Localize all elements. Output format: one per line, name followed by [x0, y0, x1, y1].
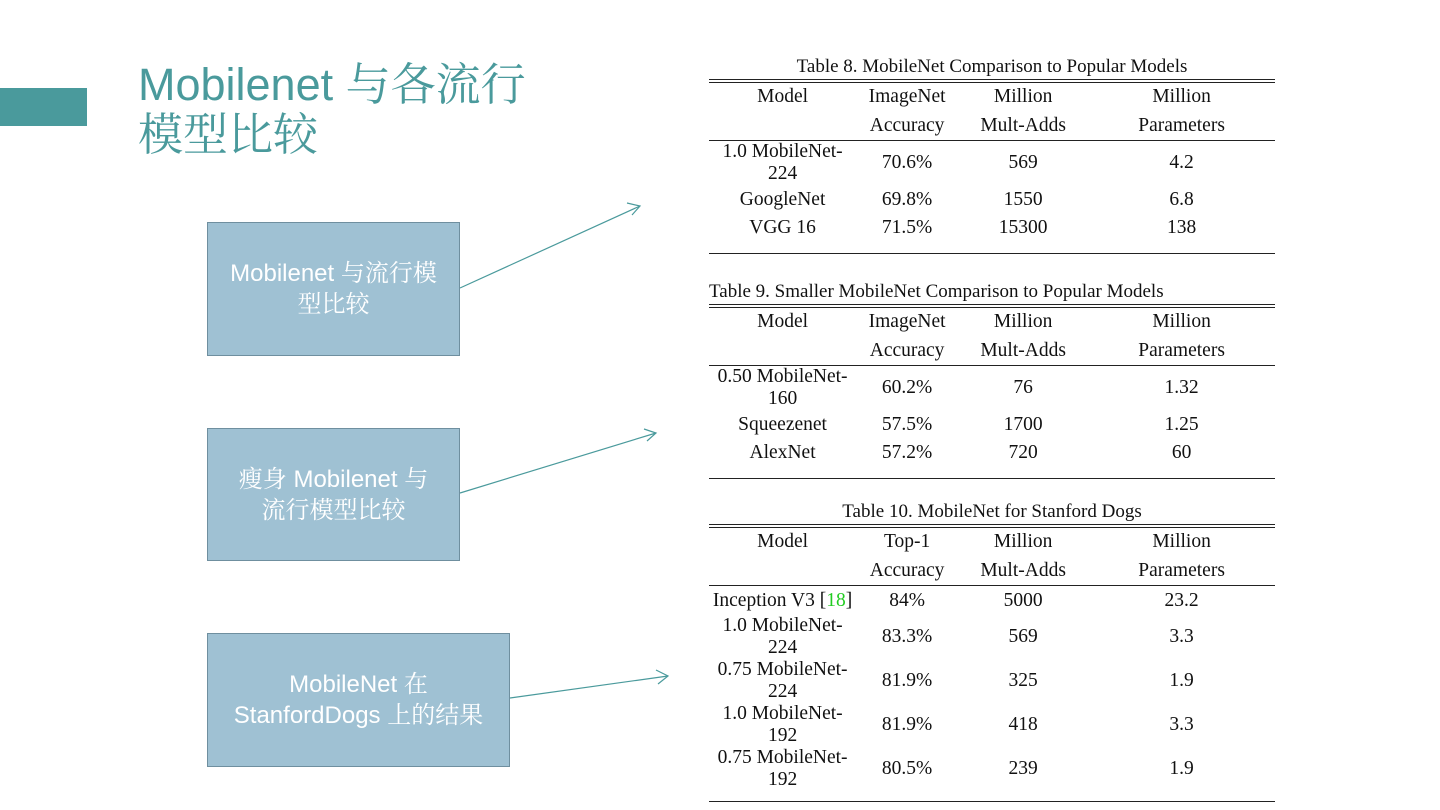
- cell-accuracy: 80.5%: [856, 747, 958, 802]
- table-row: [709, 366, 1275, 411]
- column-subheader-parameters: Parameters: [1088, 112, 1275, 141]
- connector-arrow-3: [510, 670, 668, 698]
- table-caption: Table 9. Smaller MobileNet Comparison to Popular Models: [709, 281, 1164, 302]
- column-header-accuracy: Top-1: [883, 531, 931, 553]
- table-row: [709, 185, 1275, 214]
- column-subheader-parameters: Parameters: [1088, 557, 1275, 586]
- column-header-parameters: Million: [1152, 311, 1211, 333]
- cell-model: Squeezenet: [738, 413, 827, 435]
- column-header-parameters: Million: [1152, 86, 1211, 108]
- table-row: [709, 410, 1275, 439]
- cell-mult-adds: 1550: [1003, 188, 1043, 210]
- cell-model: [709, 586, 856, 615]
- cell-accuracy: 60.2%: [881, 377, 933, 399]
- callout-box-stanford-dogs: [207, 633, 510, 767]
- column-subheader-mult-adds: Mult-Adds: [958, 337, 1088, 366]
- callout-box-popular-models: [207, 222, 460, 356]
- column-subheader-model: [709, 557, 856, 586]
- table-row: [709, 586, 1275, 615]
- column-header-model: Model: [757, 86, 809, 108]
- cell-model: GoogleNet: [739, 188, 826, 210]
- cell-model: 0.50 MobileNet-160: [717, 366, 848, 410]
- column-header-parameters: Million: [1152, 531, 1211, 553]
- table-row: [709, 141, 1275, 186]
- cell-model: 1.0 MobileNet-192: [722, 703, 843, 747]
- column-subheader-accuracy: Accuracy: [856, 337, 958, 366]
- column-header-mult-adds: Million: [993, 311, 1053, 333]
- column-subheader-model: [709, 112, 856, 141]
- cell-model: 0.75 MobileNet-224: [717, 659, 848, 703]
- table-10: [709, 500, 1275, 802]
- cell-mult-adds: 569: [1008, 152, 1038, 174]
- callout-text: Mobilenet 与流行模 型比较: [230, 260, 437, 318]
- cell-parameters: 4.2: [1169, 152, 1194, 174]
- title-accent-bar: [0, 88, 87, 126]
- cell-mult-adds: 418: [1008, 714, 1038, 736]
- column-header-accuracy: ImageNet: [868, 86, 946, 108]
- table-8: [709, 55, 1275, 254]
- column-subheader-mult-adds: Mult-Adds: [958, 557, 1088, 586]
- cell-parameters: 6.8: [1169, 188, 1194, 210]
- column-subheader-accuracy: Accuracy: [856, 112, 958, 141]
- cell-mult-adds: 15300: [958, 214, 1088, 253]
- cell-mult-adds: 1700: [1003, 413, 1043, 435]
- column-subheader-model: [709, 337, 856, 366]
- cell-mult-adds: 720: [958, 439, 1088, 478]
- table-row: [709, 747, 1275, 802]
- cell-parameters: 1.9: [1169, 670, 1194, 692]
- table-row: [709, 214, 1275, 253]
- cell-parameters: 1.32: [1164, 377, 1199, 399]
- cell-model: AlexNet: [709, 439, 856, 478]
- column-subheader-mult-adds: Mult-Adds: [958, 112, 1088, 141]
- cell-accuracy: 83.3%: [881, 626, 933, 648]
- cell-parameters: 1.9: [1088, 747, 1275, 802]
- table-row: [709, 659, 1275, 703]
- results-table: [709, 83, 1275, 254]
- citation-bracket: ]: [845, 589, 853, 611]
- citation-link[interactable]: 18: [826, 589, 846, 611]
- cell-parameters: 60: [1088, 439, 1275, 478]
- cell-mult-adds: 5000: [1003, 589, 1043, 611]
- cell-accuracy: 81.9%: [881, 670, 933, 692]
- column-header-model: Model: [757, 311, 809, 333]
- cell-accuracy: 71.5%: [856, 214, 958, 253]
- column-header-accuracy: ImageNet: [868, 311, 946, 333]
- cell-accuracy: 84%: [889, 589, 925, 611]
- cell-mult-adds: 569: [1008, 626, 1038, 648]
- cell-mult-adds: 76: [1013, 377, 1033, 399]
- cell-parameters: 3.3: [1169, 626, 1194, 648]
- cell-parameters: 1.25: [1164, 413, 1199, 435]
- column-header-mult-adds: Million: [993, 531, 1053, 553]
- results-table: [709, 528, 1275, 802]
- cell-model: 1.0 MobileNet-224: [722, 141, 843, 185]
- callout-text: 瘦身 Mobilenet 与 流行模型比较: [238, 465, 429, 524]
- cell-model: VGG 16: [709, 214, 856, 253]
- model-name: Inception V3 [: [712, 589, 827, 611]
- cell-accuracy: 69.8%: [881, 188, 933, 210]
- cell-model: 0.75 MobileNet-192: [709, 747, 856, 802]
- column-subheader-accuracy: Accuracy: [856, 557, 958, 586]
- column-header-model: Model: [757, 531, 809, 553]
- column-header-mult-adds: Million: [993, 86, 1053, 108]
- table-row: [709, 703, 1275, 747]
- callout-text: MobileNet 在 StanfordDogs 上的结果: [233, 671, 484, 729]
- cell-mult-adds: 239: [958, 747, 1088, 802]
- cell-accuracy: 81.9%: [881, 714, 933, 736]
- table-caption: Table 8. MobileNet Comparison to Popular Models: [796, 56, 1188, 77]
- results-table: [709, 308, 1275, 479]
- connector-arrow-2: [460, 429, 656, 493]
- connector-arrow-1: [460, 203, 640, 288]
- column-subheader-parameters: Parameters: [1088, 337, 1275, 366]
- cell-accuracy: 70.6%: [881, 152, 933, 174]
- cell-accuracy: 57.5%: [881, 413, 933, 435]
- table-row: [709, 439, 1275, 478]
- table-caption: Table 10. MobileNet for Stanford Dogs: [842, 501, 1142, 522]
- callout-box-smaller-models: [207, 428, 460, 561]
- cell-model: 1.0 MobileNet-224: [722, 615, 843, 659]
- table-9: [709, 280, 1275, 479]
- table-row: [709, 615, 1275, 659]
- cell-mult-adds: 325: [1008, 670, 1038, 692]
- cell-parameters: 23.2: [1164, 589, 1199, 611]
- cell-parameters: 138: [1088, 214, 1275, 253]
- cell-accuracy: 57.2%: [856, 439, 958, 478]
- cell-parameters: 3.3: [1169, 714, 1194, 736]
- slide-title: Mobilenet 与各流行 模型比较: [138, 59, 526, 160]
